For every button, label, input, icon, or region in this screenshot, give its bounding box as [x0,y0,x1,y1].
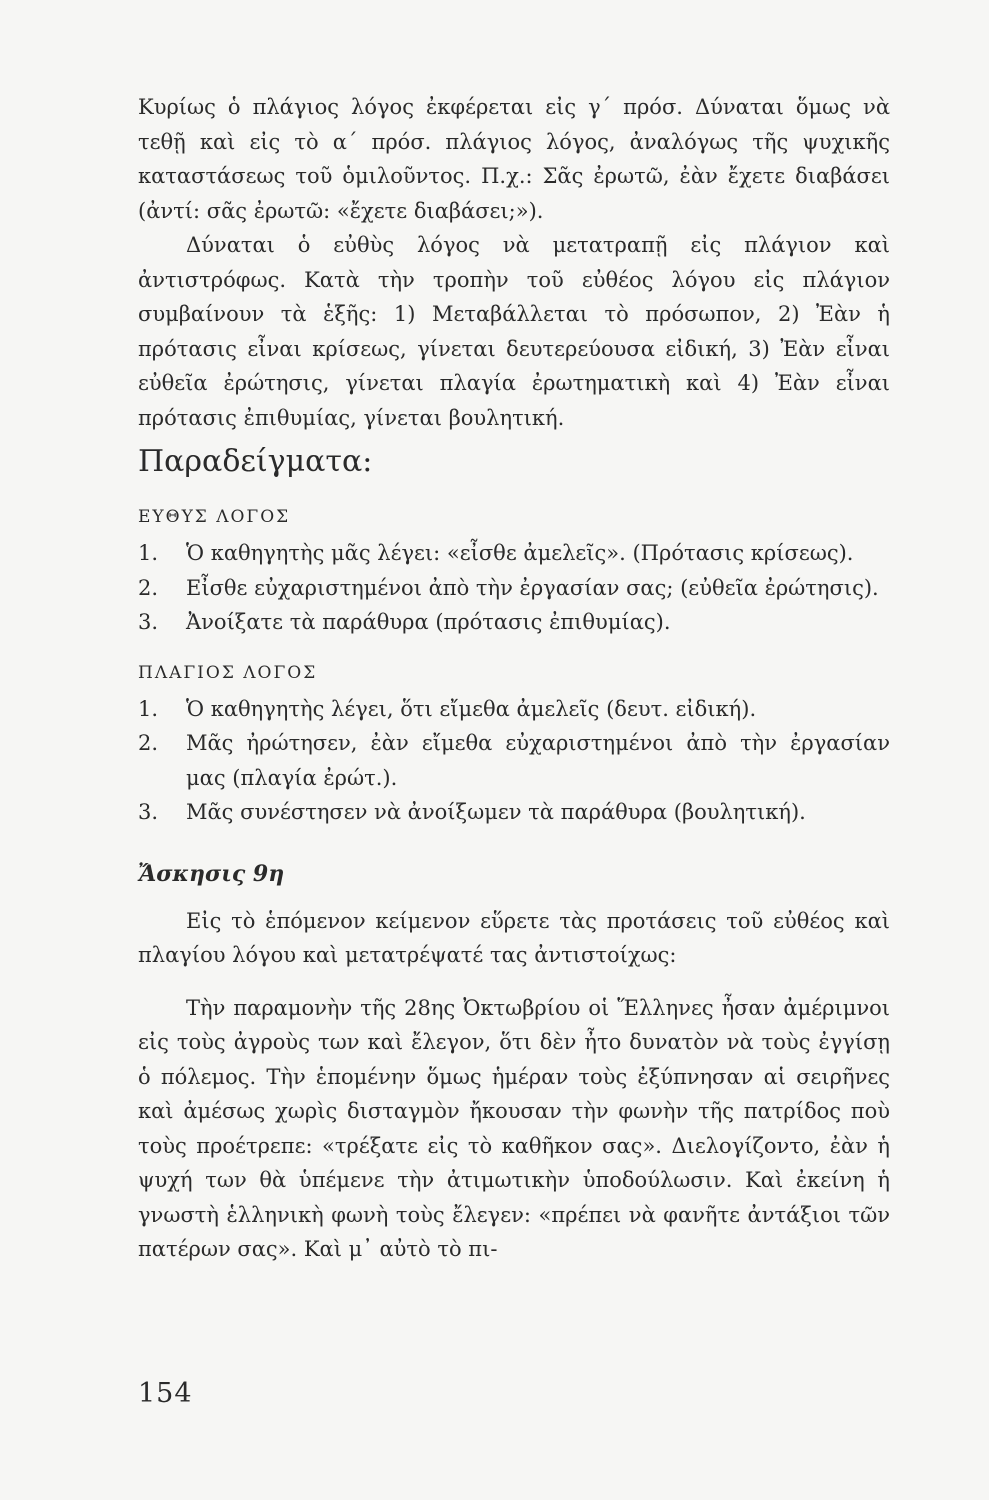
item-text: Ὁ καθηγητὴς λέγει, ὅτι εἴμεθα ἀμελεῖς (δευτ. εἰδική). [186,696,757,721]
direct-speech-list [138,536,890,640]
direct-speech-title: ΕΥΘΥΣ ΛΟΓΟΣ [138,507,291,527]
item-number: 2. [138,731,159,755]
page-body [138,90,890,1267]
exercise-instructions: Εἰς τὸ ἑπόμενον κείμενον εὕρετε τὰς προτάσεις τοῦ εὐθέος καὶ πλαγίου λόγου καὶ μετατρέψατέ τας ἀντιστοίχως: [138,908,890,967]
list-item [138,536,890,571]
indirect-speech-list [138,692,890,830]
indirect-speech-title: ΠΛΑΓΙΟΣ ΛΟΓΟΣ [138,662,318,683]
exercise-text: Τὴν παραμονὴν τῆς 28ης Ὀκτωβρίου οἱ Ἕλληνες ἦσαν ἀμέριμνοι εἰς τοὺς ἀγροὺς των καὶ ἔλεγον, ὅτι δὲν ἦτο δυνατὸν νὰ τοὺς ἐγγίσῃ ὁ πόλεμος. Τὴν ἑπομένην ὅμως ἡμέραν τοὺς ἐξύπνησαν αἱ σειρῆνες καὶ ἀμέσως χωρὶς δισταγμὸν ἤκουσαν τὴν φωνὴν τῆς πατρίδος ποὺ τοὺς προέτρεπε: «τρέξατε εἰς τὸ καθῆκον σας». Διελογίζοντο, ἐὰν ἡ ψυχή των θὰ ὑπέμενε τὴν ἀτιμωτικὴν ὑποδούλωσιν. Καὶ ἐκείνη ἡ γνωστὴ ἑλληνικὴ φωνὴ τοὺς ἔλεγεν: «πρέπει νὰ φανῆτε ἀντάξιοι τῶν πατέρων σας». Καὶ μ᾽ αὐτὸ τὸ πι- [138,995,890,1261]
item-number: 3. [138,610,159,634]
list-item [138,726,890,795]
list-item [138,605,890,640]
item-text: Εἶσθε εὐχαριστημένοι ἀπὸ τὴν ἐργασίαν σας; (εὐθεῖα ἐρώτησις). [186,575,879,600]
list-item [138,571,890,606]
item-number: 1. [138,696,159,721]
page-number: 154 [138,1378,193,1409]
item-number: 3. [138,800,159,824]
paragraph-indirect-speech-person: Κυρίως ὁ πλάγιος λόγος ἐκφέρεται εἰς γ΄ πρόσ. Δύναται ὅμως νὰ τεθῇ καὶ εἰς τὸ α΄ πρόσ. πλάγιος λόγος, ἀναλόγως τῆς ψυχικῆς καταστάσεως τοῦ ὁμιλοῦντος. Π.χ.: Σᾶς ἐρωτῶ, ἐὰν ἔχετε διαβάσει (ἀντί: σᾶς ἐρωτῶ: «ἔχετε διαβάσει;»). [138,95,890,223]
item-text: Μᾶς συνέστησεν νὰ ἀνοίξωμεν τὰ παράθυρα (βουλητική). [186,800,806,824]
examples-title: Παραδείγματα: [138,444,373,479]
list-item [138,795,890,830]
item-text: Μᾶς ἠρώτησεν, ἐὰν εἴμεθα εὐχαριστημένοι ἀπὸ τὴν ἐργασίαν μας (πλαγία ἐρώτ.). [186,731,890,790]
item-number: 2. [138,575,159,600]
item-number: 1. [138,541,159,565]
list-item [138,692,890,727]
paragraph-conversion-rules: Δύναται ὁ εὐθὺς λόγος νὰ μετατραπῇ εἰς πλάγιον καὶ ἀντιστρόφως. Κατὰ τὴν τροπὴν τοῦ εὐθέος λόγου εἰς πλάγιον συμβαίνουν τὰ ἑξῆς: 1) Μεταβάλλεται τὸ πρόσωπον, 2) Ἐὰν ἡ πρότασις εἶναι κρίσεως, γίνεται δευτερεύουσα εἰδική, 3) Ἐὰν εἶναι εὐθεῖα ἐρώτησις, γίνεται πλαγία ἐρωτηματικὴ καὶ 4) Ἐὰν εἶναι πρότασις ἐπιθυμίας, γίνεται βουλητική. [138,233,890,430]
item-text: Ἀνοίξατε τὰ παράθυρα (πρότασις ἐπιθυμίας). [186,610,671,634]
item-text: Ὁ καθηγητὴς μᾶς λέγει: «εἶσθε ἀμελεῖς». (Πρότασις κρίσεως). [186,541,854,565]
exercise-heading: Ἄσκησις 9η [138,860,285,887]
